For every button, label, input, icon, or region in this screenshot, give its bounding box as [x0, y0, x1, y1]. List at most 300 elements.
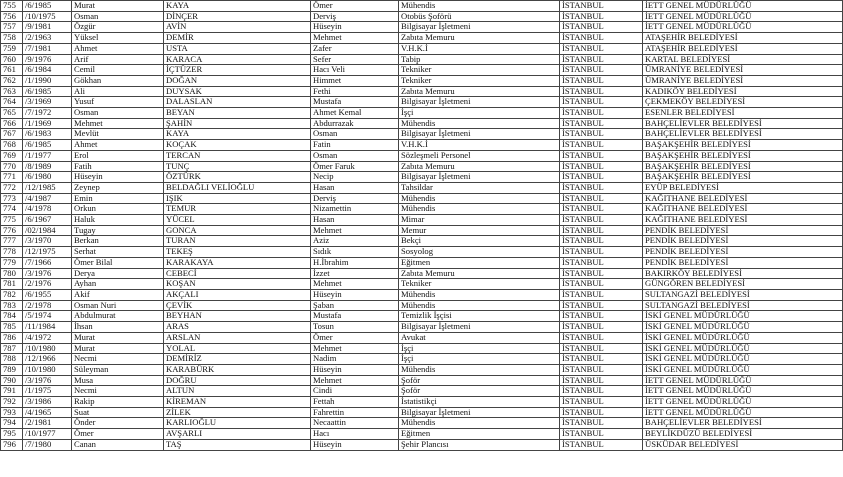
last-name-cell: DUYSAK	[164, 86, 311, 97]
city-cell: İSTANBUL	[560, 204, 643, 215]
job-title-cell: Mühendis	[399, 1, 560, 12]
city-cell: İSTANBUL	[560, 343, 643, 354]
row-number-cell: 762	[1, 75, 23, 86]
last-name-cell: TEMUR	[164, 204, 311, 215]
table-row	[1, 289, 843, 300]
last-name-cell: KOÇAK	[164, 140, 311, 151]
last-name-cell: BELDAĞLI VELİOĞLU	[164, 182, 311, 193]
first-name-cell: Necmi	[72, 386, 164, 397]
city-cell: İSTANBUL	[560, 279, 643, 290]
birth-date-cell: /02/1984	[23, 225, 72, 236]
birth-date-cell: /4/1987	[23, 193, 72, 204]
father-name-cell: Şaban	[311, 300, 399, 311]
father-name-cell: Fettah	[311, 397, 399, 408]
first-name-cell: Ahmet	[72, 140, 164, 151]
city-cell: İSTANBUL	[560, 375, 643, 386]
row-number-cell: 764	[1, 97, 23, 108]
institution-cell: BAŞAKŞEHİR BELEDİYESİ	[643, 140, 843, 151]
job-title-cell: V.H.K.İ	[399, 43, 560, 54]
job-title-cell: Bilgisayar İşletmeni	[399, 407, 560, 418]
row-number-cell: 770	[1, 161, 23, 172]
city-cell: İSTANBUL	[560, 311, 643, 322]
last-name-cell: KARACA	[164, 54, 311, 65]
job-title-cell: Tabip	[399, 54, 560, 65]
birth-date-cell: /4/1965	[23, 407, 72, 418]
city-cell: İSTANBUL	[560, 118, 643, 129]
birth-date-cell: /6/1983	[23, 129, 72, 140]
institution-cell: İETT GENEL MÜDÜRLÜĞÜ	[643, 1, 843, 12]
table-row	[1, 279, 843, 290]
first-name-cell: Musa	[72, 375, 164, 386]
job-title-cell: Memur	[399, 225, 560, 236]
city-cell: İSTANBUL	[560, 236, 643, 247]
job-title-cell: Şoför	[399, 375, 560, 386]
birth-date-cell: /10/1975	[23, 11, 72, 22]
birth-date-cell: /6/1980	[23, 172, 72, 183]
first-name-cell: Haluk	[72, 215, 164, 226]
father-name-cell: Derviş	[311, 11, 399, 22]
city-cell: İSTANBUL	[560, 86, 643, 97]
father-name-cell: Nadim	[311, 354, 399, 365]
father-name-cell: Cindi	[311, 386, 399, 397]
city-cell: İSTANBUL	[560, 300, 643, 311]
job-title-cell: Mühendis	[399, 204, 560, 215]
last-name-cell: TUNÇ	[164, 161, 311, 172]
table-row	[1, 1, 843, 12]
father-name-cell: Hacı Veli	[311, 65, 399, 76]
first-name-cell: Murat	[72, 1, 164, 12]
last-name-cell: ÖZTÜRK	[164, 172, 311, 183]
job-title-cell: Sözleşmeli Personel	[399, 150, 560, 161]
table-row	[1, 332, 843, 343]
city-cell: İSTANBUL	[560, 11, 643, 22]
institution-cell: İSKİ GENEL MÜDÜRLÜĞÜ	[643, 332, 843, 343]
first-name-cell: Akif	[72, 289, 164, 300]
last-name-cell: AVŞARLI	[164, 429, 311, 440]
institution-cell: KARTAL BELEDİYESİ	[643, 54, 843, 65]
table-row	[1, 247, 843, 258]
first-name-cell: Ömer Bilal	[72, 257, 164, 268]
birth-date-cell: /6/1984	[23, 65, 72, 76]
birth-date-cell: /6/1985	[23, 86, 72, 97]
row-number-cell: 795	[1, 429, 23, 440]
job-title-cell: Şehir Plancısı	[399, 439, 560, 450]
first-name-cell: Süleyman	[72, 364, 164, 375]
birth-date-cell: /10/1980	[23, 364, 72, 375]
father-name-cell: Hasan	[311, 215, 399, 226]
first-name-cell: Osman Nuri	[72, 300, 164, 311]
father-name-cell: Derviş	[311, 193, 399, 204]
table-row	[1, 182, 843, 193]
city-cell: İSTANBUL	[560, 364, 643, 375]
table-row	[1, 386, 843, 397]
row-number-cell: 790	[1, 375, 23, 386]
job-title-cell: Bilgisayar İşletmeni	[399, 97, 560, 108]
job-title-cell: Zabıta Memuru	[399, 33, 560, 44]
table-row	[1, 311, 843, 322]
city-cell: İSTANBUL	[560, 193, 643, 204]
row-number-cell: 756	[1, 11, 23, 22]
last-name-cell: ARAS	[164, 322, 311, 333]
first-name-cell: Hüseyin	[72, 172, 164, 183]
row-number-cell: 769	[1, 150, 23, 161]
first-name-cell: Canan	[72, 439, 164, 450]
last-name-cell: DOĞAN	[164, 75, 311, 86]
institution-cell: BAHÇELİEVLER BELEDİYESİ	[643, 129, 843, 140]
father-name-cell: Ahmet Kemal	[311, 108, 399, 119]
row-number-cell: 757	[1, 22, 23, 33]
institution-cell: ESENLER BELEDİYESİ	[643, 108, 843, 119]
row-number-cell: 755	[1, 1, 23, 12]
institution-cell: BAŞAKŞEHİR BELEDİYESİ	[643, 161, 843, 172]
birth-date-cell: /12/1985	[23, 182, 72, 193]
row-number-cell: 789	[1, 364, 23, 375]
first-name-cell: Rakip	[72, 397, 164, 408]
father-name-cell: Mustafa	[311, 97, 399, 108]
father-name-cell: Hacı	[311, 429, 399, 440]
birth-date-cell: /2/1976	[23, 279, 72, 290]
last-name-cell: ALTUN	[164, 386, 311, 397]
table-row	[1, 343, 843, 354]
city-cell: İSTANBUL	[560, 172, 643, 183]
table-row	[1, 225, 843, 236]
birth-date-cell: /1/1969	[23, 118, 72, 129]
birth-date-cell: /2/1978	[23, 300, 72, 311]
first-name-cell: Emin	[72, 193, 164, 204]
job-title-cell: Zabıta Memuru	[399, 86, 560, 97]
first-name-cell: Suat	[72, 407, 164, 418]
first-name-cell: Yüksel	[72, 33, 164, 44]
table-row	[1, 11, 843, 22]
city-cell: İSTANBUL	[560, 1, 643, 12]
city-cell: İSTANBUL	[560, 354, 643, 365]
job-title-cell: Tekniker	[399, 75, 560, 86]
last-name-cell: KAYA	[164, 1, 311, 12]
job-title-cell: Mühendis	[399, 418, 560, 429]
institution-cell: BAHÇELİEVLER BELEDİYESİ	[643, 118, 843, 129]
city-cell: İSTANBUL	[560, 429, 643, 440]
city-cell: İSTANBUL	[560, 182, 643, 193]
first-name-cell: Berkan	[72, 236, 164, 247]
table-row	[1, 215, 843, 226]
last-name-cell: ZİLEK	[164, 407, 311, 418]
row-number-cell: 778	[1, 247, 23, 258]
last-name-cell: TERCAN	[164, 150, 311, 161]
city-cell: İSTANBUL	[560, 215, 643, 226]
birth-date-cell: /8/1989	[23, 161, 72, 172]
city-cell: İSTANBUL	[560, 161, 643, 172]
first-name-cell: Arif	[72, 54, 164, 65]
father-name-cell: Aziz	[311, 236, 399, 247]
row-number-cell: 792	[1, 397, 23, 408]
father-name-cell: Fethi	[311, 86, 399, 97]
institution-cell: İSKİ GENEL MÜDÜRLÜĞÜ	[643, 364, 843, 375]
birth-date-cell: /4/1978	[23, 204, 72, 215]
birth-date-cell: /6/1985	[23, 140, 72, 151]
first-name-cell: Murat	[72, 332, 164, 343]
city-cell: İSTANBUL	[560, 75, 643, 86]
job-title-cell: İşçi	[399, 343, 560, 354]
row-number-cell: 791	[1, 386, 23, 397]
job-title-cell: Eğitmen	[399, 257, 560, 268]
row-number-cell: 763	[1, 86, 23, 97]
birth-date-cell: /12/1975	[23, 247, 72, 258]
last-name-cell: DEMİRİZ	[164, 354, 311, 365]
table-row	[1, 140, 843, 151]
job-title-cell: Mühendis	[399, 118, 560, 129]
father-name-cell: Mehmet	[311, 33, 399, 44]
birth-date-cell: /3/1986	[23, 397, 72, 408]
row-number-cell: 776	[1, 225, 23, 236]
row-number-cell: 773	[1, 193, 23, 204]
institution-cell: İSKİ GENEL MÜDÜRLÜĞÜ	[643, 354, 843, 365]
city-cell: İSTANBUL	[560, 140, 643, 151]
last-name-cell: KARABÜRK	[164, 364, 311, 375]
last-name-cell: DALASLAN	[164, 97, 311, 108]
first-name-cell: Önder	[72, 418, 164, 429]
father-name-cell: Osman	[311, 150, 399, 161]
institution-cell: SULTANGAZİ BELEDİYESİ	[643, 300, 843, 311]
city-cell: İSTANBUL	[560, 97, 643, 108]
job-title-cell: Şoför	[399, 386, 560, 397]
table-row	[1, 75, 843, 86]
father-name-cell: Sıdık	[311, 247, 399, 258]
row-number-cell: 785	[1, 322, 23, 333]
row-number-cell: 760	[1, 54, 23, 65]
table-row	[1, 407, 843, 418]
institution-cell: ÇEKMEKÖY BELEDİYESİ	[643, 97, 843, 108]
job-title-cell: Mühendis	[399, 300, 560, 311]
city-cell: İSTANBUL	[560, 439, 643, 450]
last-name-cell: DOĞRU	[164, 375, 311, 386]
last-name-cell: GONCA	[164, 225, 311, 236]
first-name-cell: Orkun	[72, 204, 164, 215]
last-name-cell: TEKEŞ	[164, 247, 311, 258]
table-row	[1, 300, 843, 311]
row-number-cell: 780	[1, 268, 23, 279]
job-title-cell: Mimar	[399, 215, 560, 226]
city-cell: İSTANBUL	[560, 150, 643, 161]
last-name-cell: AVİN	[164, 22, 311, 33]
first-name-cell: Mevlüt	[72, 129, 164, 140]
father-name-cell: Osman	[311, 129, 399, 140]
job-title-cell: Temizlik İşçisi	[399, 311, 560, 322]
row-number-cell: 786	[1, 332, 23, 343]
last-name-cell: YOLAL	[164, 343, 311, 354]
city-cell: İSTANBUL	[560, 418, 643, 429]
father-name-cell: Himmet	[311, 75, 399, 86]
row-number-cell: 781	[1, 279, 23, 290]
city-cell: İSTANBUL	[560, 43, 643, 54]
first-name-cell: Ömer	[72, 429, 164, 440]
job-title-cell: Mühendis	[399, 364, 560, 375]
birth-date-cell: /7/1981	[23, 43, 72, 54]
first-name-cell: Fatih	[72, 161, 164, 172]
institution-cell: PENDİK BELEDİYESİ	[643, 247, 843, 258]
row-number-cell: 765	[1, 108, 23, 119]
first-name-cell: Erol	[72, 150, 164, 161]
institution-cell: İETT GENEL MÜDÜRLÜĞÜ	[643, 11, 843, 22]
job-title-cell: Zabıta Memuru	[399, 268, 560, 279]
birth-date-cell: /7/1966	[23, 257, 72, 268]
job-title-cell: Bilgisayar İşletmeni	[399, 322, 560, 333]
first-name-cell: Yusuf	[72, 97, 164, 108]
father-name-cell: Ömer	[311, 1, 399, 12]
table-row	[1, 161, 843, 172]
father-name-cell: İzzet	[311, 268, 399, 279]
institution-cell: İETT GENEL MÜDÜRLÜĞÜ	[643, 375, 843, 386]
first-name-cell: Abdulmurat	[72, 311, 164, 322]
row-number-cell: 768	[1, 140, 23, 151]
row-number-cell: 784	[1, 311, 23, 322]
row-number-cell: 796	[1, 439, 23, 450]
city-cell: İSTANBUL	[560, 332, 643, 343]
institution-cell: KADIKÖY BELEDİYESİ	[643, 86, 843, 97]
institution-cell: KAĞITHANE BELEDİYESİ	[643, 204, 843, 215]
father-name-cell: Nizamettin	[311, 204, 399, 215]
job-title-cell: İşçi	[399, 108, 560, 119]
row-number-cell: 779	[1, 257, 23, 268]
row-number-cell: 759	[1, 43, 23, 54]
first-name-cell: Necmi	[72, 354, 164, 365]
birth-date-cell: /5/1974	[23, 311, 72, 322]
birth-date-cell: /7/1972	[23, 108, 72, 119]
birth-date-cell: /1/1975	[23, 386, 72, 397]
father-name-cell: Necaattin	[311, 418, 399, 429]
job-title-cell: Mühendis	[399, 289, 560, 300]
table-row	[1, 322, 843, 333]
table-row	[1, 129, 843, 140]
table-row	[1, 33, 843, 44]
last-name-cell: AKÇALI	[164, 289, 311, 300]
last-name-cell: ŞAHİN	[164, 118, 311, 129]
table-row	[1, 118, 843, 129]
job-title-cell: Zabıta Memuru	[399, 161, 560, 172]
institution-cell: İSKİ GENEL MÜDÜRLÜĞÜ	[643, 322, 843, 333]
row-number-cell: 761	[1, 65, 23, 76]
father-name-cell: Fatin	[311, 140, 399, 151]
father-name-cell: Mehmet	[311, 225, 399, 236]
table-row	[1, 54, 843, 65]
first-name-cell: Osman	[72, 11, 164, 22]
father-name-cell: Hüseyin	[311, 439, 399, 450]
institution-cell: BAKIRKÖY BELEDİYESİ	[643, 268, 843, 279]
last-name-cell: TURAN	[164, 236, 311, 247]
row-number-cell: 777	[1, 236, 23, 247]
institution-cell: GÜNGÖREN BELEDİYESİ	[643, 279, 843, 290]
father-name-cell: Sefer	[311, 54, 399, 65]
institution-cell: BAŞAKŞEHİR BELEDİYESİ	[643, 150, 843, 161]
first-name-cell: Serhat	[72, 247, 164, 258]
table-row	[1, 150, 843, 161]
city-cell: İSTANBUL	[560, 225, 643, 236]
institution-cell: İETT GENEL MÜDÜRLÜĞÜ	[643, 397, 843, 408]
birth-date-cell: /6/1967	[23, 215, 72, 226]
father-name-cell: Hasan	[311, 182, 399, 193]
city-cell: İSTANBUL	[560, 54, 643, 65]
father-name-cell: Mehmet	[311, 343, 399, 354]
job-title-cell: İşçi	[399, 354, 560, 365]
first-name-cell: Ali	[72, 86, 164, 97]
institution-cell: EYÜP BELEDİYESİ	[643, 182, 843, 193]
birth-date-cell: /10/1977	[23, 429, 72, 440]
job-title-cell: Tahsildar	[399, 182, 560, 193]
institution-cell: İSKİ GENEL MÜDÜRLÜĞÜ	[643, 343, 843, 354]
institution-cell: KAĞITHANE BELEDİYESİ	[643, 193, 843, 204]
father-name-cell: Abdurrazak	[311, 118, 399, 129]
row-number-cell: 794	[1, 418, 23, 429]
institution-cell: KAĞITHANE BELEDİYESİ	[643, 215, 843, 226]
institution-cell: ATAŞEHİR BELEDİYESİ	[643, 43, 843, 54]
last-name-cell: KARLIOĞLU	[164, 418, 311, 429]
father-name-cell: Hüseyin	[311, 289, 399, 300]
city-cell: İSTANBUL	[560, 129, 643, 140]
table-row	[1, 65, 843, 76]
row-number-cell: 771	[1, 172, 23, 183]
row-number-cell: 775	[1, 215, 23, 226]
table-row	[1, 236, 843, 247]
table-row	[1, 257, 843, 268]
institution-cell: PENDİK BELEDİYESİ	[643, 236, 843, 247]
city-cell: İSTANBUL	[560, 257, 643, 268]
last-name-cell: TAŞ	[164, 439, 311, 450]
row-number-cell: 783	[1, 300, 23, 311]
last-name-cell: CEBECİ	[164, 268, 311, 279]
first-name-cell: Derya	[72, 268, 164, 279]
city-cell: İSTANBUL	[560, 386, 643, 397]
father-name-cell: Necip	[311, 172, 399, 183]
last-name-cell: BEYHAN	[164, 311, 311, 322]
table-row	[1, 397, 843, 408]
table-row	[1, 172, 843, 183]
last-name-cell: DEMİR	[164, 33, 311, 44]
job-title-cell: Bilgisayar İşletmeni	[399, 172, 560, 183]
birth-date-cell: /3/1970	[23, 236, 72, 247]
city-cell: İSTANBUL	[560, 407, 643, 418]
job-title-cell: Tekniker	[399, 279, 560, 290]
birth-date-cell: /3/1969	[23, 97, 72, 108]
father-name-cell: H.İbrahim	[311, 257, 399, 268]
father-name-cell: Zafer	[311, 43, 399, 54]
city-cell: İSTANBUL	[560, 247, 643, 258]
father-name-cell: Tosun	[311, 322, 399, 333]
city-cell: İSTANBUL	[560, 33, 643, 44]
row-number-cell: 787	[1, 343, 23, 354]
last-name-cell: YÜCEL	[164, 215, 311, 226]
city-cell: İSTANBUL	[560, 322, 643, 333]
last-name-cell: DİNÇER	[164, 11, 311, 22]
birth-date-cell: /6/1985	[23, 1, 72, 12]
birth-date-cell: /1/1977	[23, 150, 72, 161]
last-name-cell: İÇTÜZER	[164, 65, 311, 76]
father-name-cell: Hüseyin	[311, 364, 399, 375]
father-name-cell: Hüseyin	[311, 22, 399, 33]
first-name-cell: Cemil	[72, 65, 164, 76]
last-name-cell: ÇEVİK	[164, 300, 311, 311]
city-cell: İSTANBUL	[560, 22, 643, 33]
city-cell: İSTANBUL	[560, 397, 643, 408]
institution-cell: ÜMRANİYE BELEDİYESİ	[643, 65, 843, 76]
birth-date-cell: /6/1955	[23, 289, 72, 300]
birth-date-cell: /2/1981	[23, 418, 72, 429]
table-row	[1, 375, 843, 386]
institution-cell: PENDİK BELEDİYESİ	[643, 225, 843, 236]
job-title-cell: V.H.K.İ	[399, 140, 560, 151]
birth-date-cell: /11/1984	[23, 322, 72, 333]
job-title-cell: Bilgisayar İşletmeni	[399, 129, 560, 140]
last-name-cell: USTA	[164, 43, 311, 54]
row-number-cell: 766	[1, 118, 23, 129]
